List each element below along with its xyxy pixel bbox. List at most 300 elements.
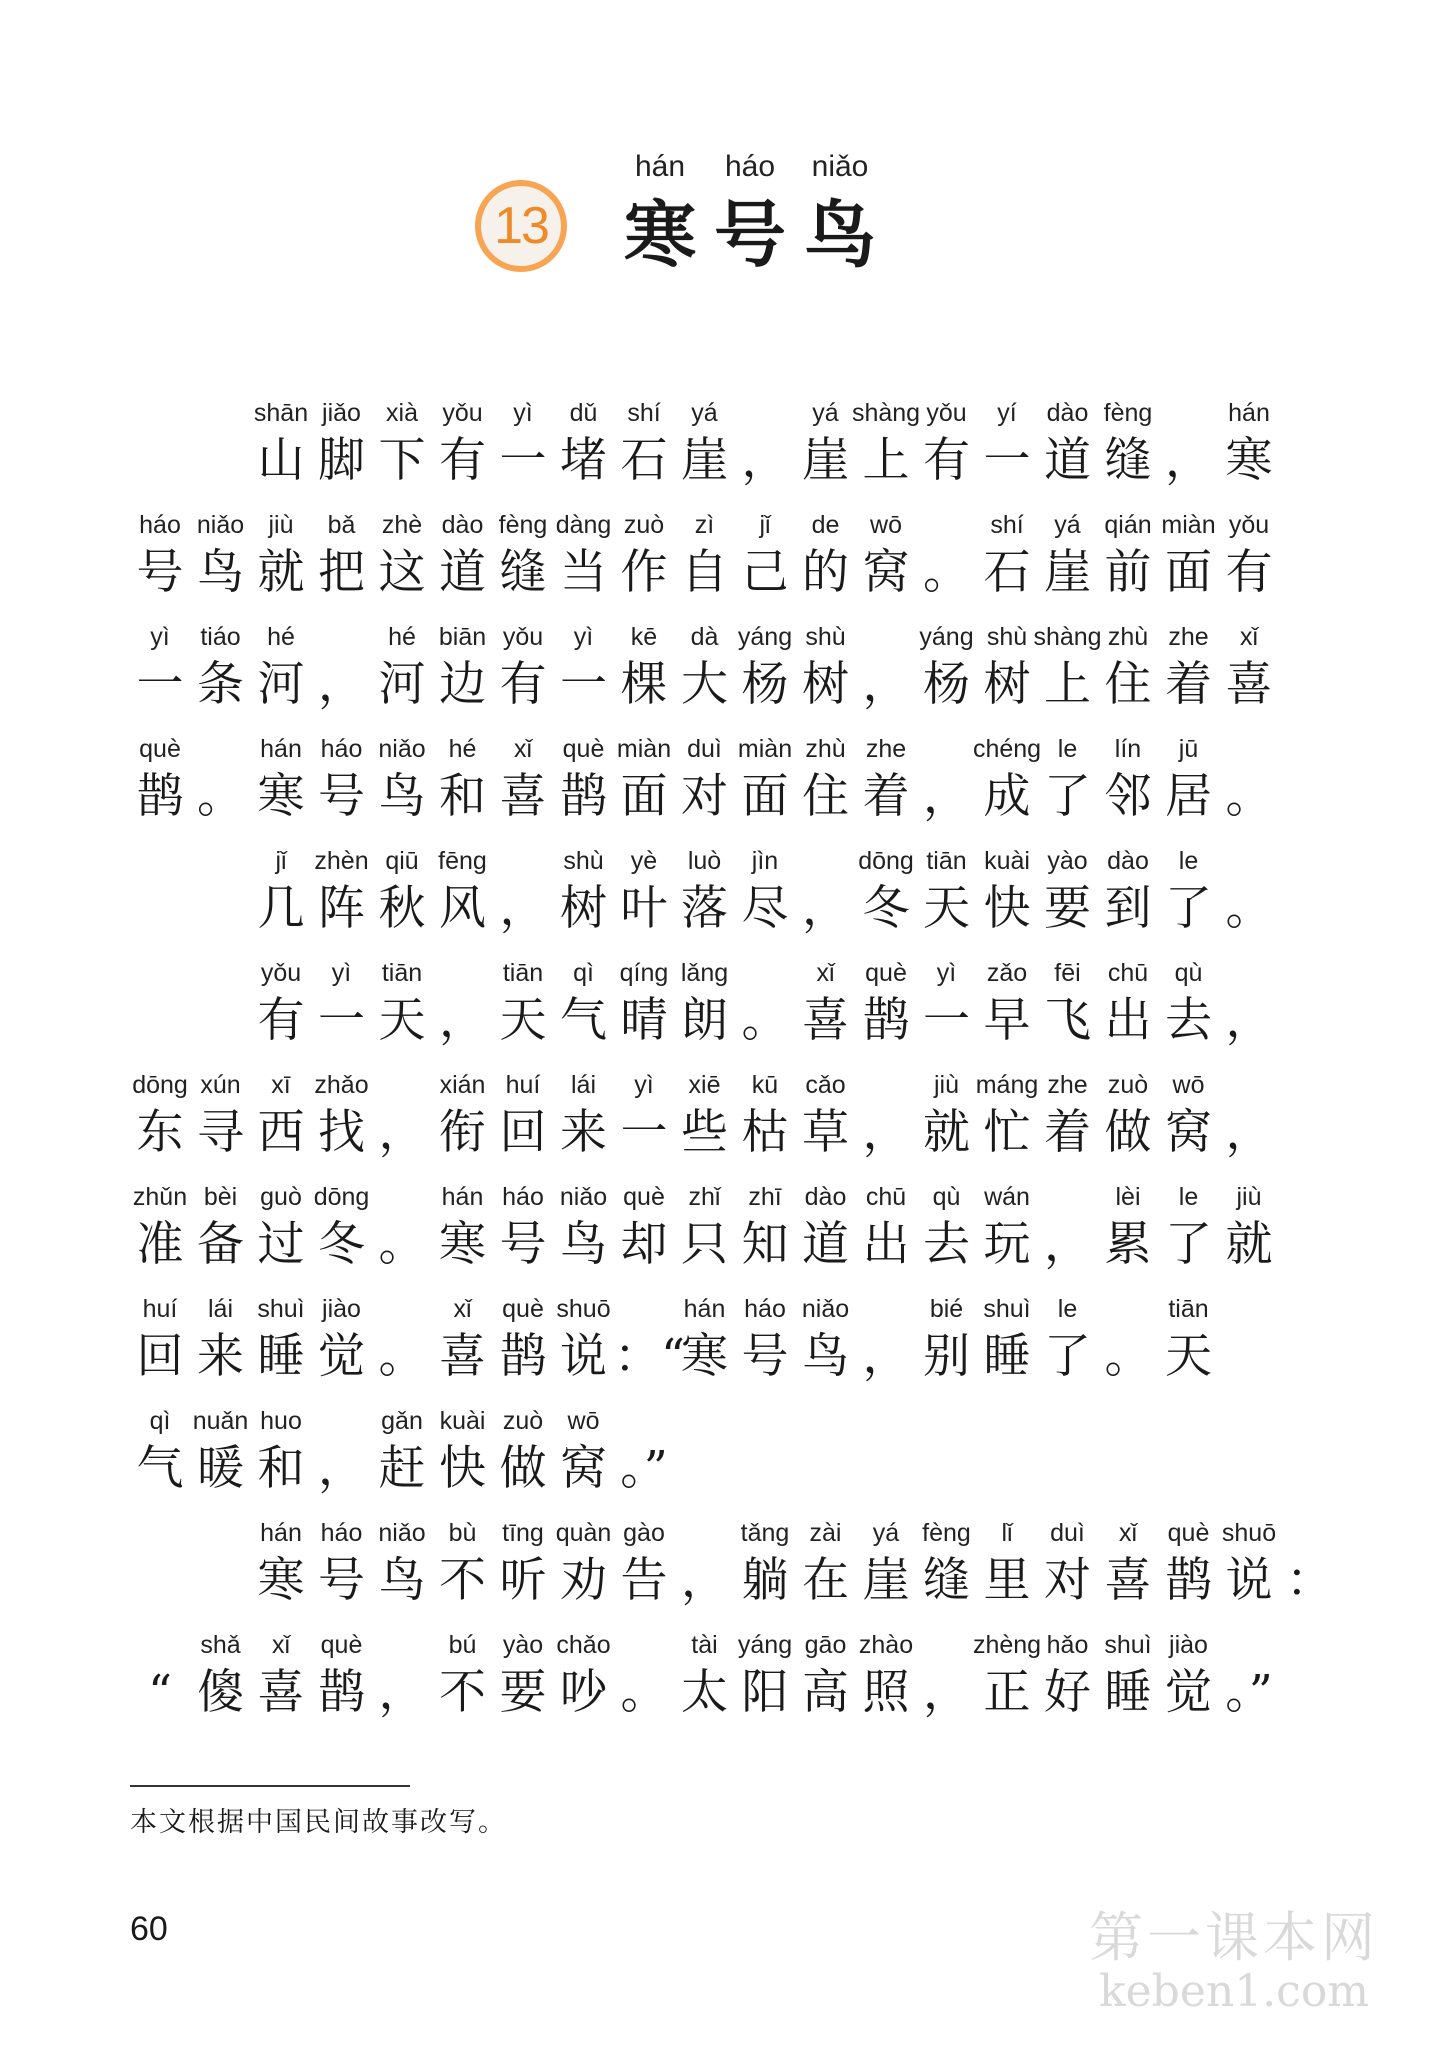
pinyin: háo (320, 1519, 363, 1547)
text-line (130, 507, 1290, 619)
hanzi: 睡 (1104, 1665, 1152, 1720)
pinyin: kē (630, 623, 658, 651)
hanzi: 躺 (741, 1553, 789, 1608)
hanzi: 有 (923, 433, 970, 488)
hanzi: 风 (439, 881, 486, 936)
pinyin: qù (932, 1183, 961, 1211)
ruby-char (614, 1403, 674, 1499)
pinyin: dào (1107, 847, 1149, 875)
pinyin: xián (439, 1071, 486, 1099)
title-hanzi: 寒 (623, 192, 696, 277)
hanzi: 阳 (741, 1665, 789, 1720)
hanzi: 吵 (560, 1665, 607, 1720)
hanzi: 上 (1044, 657, 1091, 712)
hanzi: ， (862, 657, 910, 712)
page-number: 60 (130, 1910, 168, 1948)
pinyin: xǐ (1118, 1519, 1138, 1547)
text-line (130, 1627, 1290, 1739)
pinyin: yì (573, 623, 594, 651)
hanzi: 觉 (318, 1329, 365, 1384)
watermark (1089, 1895, 1379, 2017)
hanzi: 天 (1165, 1329, 1212, 1384)
pinyin: zuò (502, 1407, 544, 1435)
pinyin: hán (441, 1183, 484, 1211)
hanzi: 和 (439, 769, 486, 824)
pinyin: cǎo (805, 1071, 846, 1099)
hanzi: ， (378, 1665, 426, 1720)
pinyin (1199, 1067, 1299, 1103)
text-line (130, 1291, 1290, 1403)
hanzi: 累 (1104, 1217, 1152, 1272)
hanzi: 山 (257, 433, 305, 488)
ruby-char (1219, 507, 1279, 603)
hanzi: ， (681, 1553, 728, 1608)
hanzi: 棵 (620, 657, 668, 712)
pinyin: huí (505, 1071, 541, 1099)
hanzi: 在 (802, 1553, 849, 1608)
title-hanzi: 鸟 (803, 192, 876, 277)
pinyin: xún (200, 1071, 241, 1099)
hanzi: 鹊 (318, 1665, 365, 1720)
pinyin: miàn (616, 735, 672, 763)
hanzi: 睡 (983, 1329, 1031, 1384)
pinyin: què (562, 735, 605, 763)
pinyin: qíng (619, 959, 669, 987)
pinyin: jǐ (275, 847, 287, 875)
pinyin: yǒu (502, 623, 544, 651)
hanzi: 着 (862, 769, 910, 824)
pinyin: zhī (748, 1183, 782, 1211)
hanzi: 落 (681, 881, 728, 936)
pinyin: xī (271, 1071, 291, 1099)
pinyin: dà (690, 623, 719, 651)
pinyin: háo (139, 511, 181, 539)
hanzi: 出 (1104, 993, 1152, 1048)
pinyin: lèi (1115, 1183, 1141, 1211)
pinyin: zhèn (314, 847, 369, 875)
pinyin: wán (984, 1183, 1030, 1211)
hanzi: 有 (499, 657, 547, 712)
hanzi: 暖 (197, 1441, 244, 1496)
hanzi: 喜 (802, 993, 849, 1048)
hanzi: 尽 (741, 881, 789, 936)
pinyin: yáng (737, 623, 793, 651)
hanzi: 睡 (257, 1329, 305, 1384)
hanzi: 快 (983, 881, 1031, 936)
title-char (615, 150, 705, 280)
pinyin: yào (502, 1631, 544, 1659)
pinyin: shàng (1033, 623, 1102, 651)
hanzi: 鹊 (136, 769, 184, 824)
hanzi: 去 (1165, 993, 1212, 1048)
hanzi: 大 (681, 657, 728, 712)
hanzi: 树 (983, 657, 1031, 712)
pinyin: xiē (688, 1071, 721, 1099)
pinyin: shuì (983, 1295, 1031, 1323)
hanzi: ， (318, 1441, 365, 1496)
hanzi: 边 (439, 657, 486, 712)
pinyin: què (1167, 1519, 1210, 1547)
hanzi: 杨 (741, 657, 789, 712)
pinyin: yǒu (260, 959, 302, 987)
hanzi: 喜 (499, 769, 547, 824)
hanzi: 了 (1165, 881, 1212, 936)
pinyin: xǐ (816, 959, 835, 987)
hanzi: 堵 (560, 433, 607, 488)
hanzi: 了 (1044, 769, 1091, 824)
pinyin: zhù (805, 735, 846, 763)
pinyin: zhè (381, 511, 423, 539)
pinyin: tiáo (200, 623, 241, 651)
pinyin: tīng (502, 1519, 544, 1547)
pinyin: tiān (381, 959, 423, 987)
pinyin: lín (1114, 735, 1142, 763)
pinyin: wō (567, 1407, 600, 1435)
pinyin: lǎng (680, 959, 729, 987)
pinyin: háo (320, 735, 363, 763)
pinyin: jiù (268, 511, 294, 539)
hanzi: 些 (681, 1105, 728, 1160)
pinyin: dàng (555, 511, 612, 539)
hanzi: 里 (983, 1553, 1031, 1608)
hanzi: 号 (318, 1553, 365, 1608)
hanzi: 太 (681, 1665, 728, 1720)
pinyin: bié (929, 1295, 964, 1323)
hanzi: 朗 (681, 993, 728, 1048)
pinyin: fèng (1103, 399, 1153, 427)
lesson-number-badge (475, 180, 567, 272)
hanzi: 寒 (257, 1553, 305, 1608)
ruby-char (1159, 1291, 1219, 1387)
pinyin: xǐ (271, 1631, 291, 1659)
pinyin: yá (812, 399, 839, 427)
pinyin: dǔ (569, 399, 598, 427)
pinyin: tài (691, 1631, 718, 1659)
pinyin: zǎo (986, 959, 1028, 987)
pinyin: zhe (865, 735, 907, 763)
pinyin: háo (502, 1183, 544, 1211)
pinyin: què (139, 735, 181, 763)
pinyin: xǐ (453, 1295, 472, 1323)
hanzi: 冬 (318, 1217, 365, 1272)
hanzi: 就 (1225, 1217, 1273, 1272)
pinyin: gào (623, 1519, 665, 1547)
hanzi: 一 (499, 433, 547, 488)
pinyin: yǒu (442, 399, 483, 427)
hanzi: 玩 (983, 1217, 1031, 1272)
hanzi: 有 (257, 993, 305, 1048)
hanzi: 傻 (197, 1665, 244, 1720)
hanzi: 枯 (741, 1105, 789, 1160)
hanzi: 邻 (1104, 769, 1152, 824)
hanzi: 一 (318, 993, 365, 1048)
hanzi: 把 (318, 545, 365, 600)
hanzi: 喜 (1104, 1553, 1152, 1608)
pinyin: yá (1054, 511, 1081, 539)
title-pinyin: niǎo (811, 150, 869, 183)
hanzi: 去 (923, 1217, 970, 1272)
pinyin: jiù (933, 1071, 959, 1099)
pinyin: qiū (385, 847, 419, 875)
hanzi: 崖 (862, 1553, 910, 1608)
hanzi: ， (1225, 1105, 1273, 1160)
hanzi: 只 (681, 1217, 728, 1272)
pinyin: niǎo (196, 511, 245, 539)
watermark-line2: keben1.com (1098, 1966, 1370, 2017)
hanzi: 喜 (257, 1665, 305, 1720)
pinyin: yǒu (1228, 511, 1270, 539)
hanzi: 有 (1225, 545, 1273, 600)
pinyin: yì (331, 959, 352, 987)
pinyin: huo (260, 1407, 302, 1435)
hanzi: 别 (923, 1329, 970, 1384)
hanzi: 鸟 (378, 1553, 426, 1608)
pinyin: le (1057, 735, 1078, 763)
pinyin: niǎo (801, 1295, 850, 1323)
hanzi: “ (147, 1665, 173, 1720)
hanzi: 鹊 (499, 1329, 547, 1384)
pinyin: yǒu (926, 399, 967, 427)
hanzi: ： (1286, 1553, 1333, 1608)
hanzi: 冬 (862, 881, 910, 936)
pinyin: shuì (1104, 1631, 1152, 1659)
hanzi: 要 (499, 1665, 547, 1720)
hanzi: 窝 (1165, 1105, 1212, 1160)
hanzi: 脚 (318, 433, 365, 488)
footnote: 本文根据中国民间故事改写。 (130, 1807, 507, 1838)
pinyin: chū (865, 1183, 907, 1211)
pinyin: tiān (1168, 1295, 1209, 1323)
ruby-char (1219, 1067, 1279, 1163)
text-line (130, 395, 1290, 507)
pinyin: hán (260, 735, 302, 763)
pinyin: quàn (555, 1519, 612, 1547)
pinyin: de (811, 511, 840, 539)
hanzi: 下 (378, 433, 426, 488)
pinyin: yá (691, 399, 718, 427)
ruby-char (1280, 1515, 1340, 1611)
pinyin: kuài (439, 1407, 486, 1435)
ruby-char (1219, 1179, 1279, 1275)
pinyin: zuò (623, 511, 665, 539)
pinyin: yì (513, 399, 533, 427)
pinyin: hán (1228, 399, 1270, 427)
title-char (795, 150, 885, 280)
hanzi: 上 (862, 433, 910, 488)
pinyin: yì (936, 959, 957, 987)
pinyin: hǎo (1046, 1631, 1089, 1659)
hanzi: 。 (197, 769, 244, 824)
hanzi: 石 (983, 545, 1031, 600)
hanzi: 成 (983, 769, 1031, 824)
pinyin: shuō (556, 1295, 611, 1323)
hanzi: 着 (1044, 1105, 1091, 1160)
hanzi: 寻 (197, 1105, 244, 1160)
hanzi: 寒 (257, 769, 305, 824)
pinyin: jū (1178, 735, 1199, 763)
hanzi: 住 (1104, 657, 1152, 712)
story-text (130, 395, 1333, 1739)
pinyin (1199, 731, 1299, 767)
pinyin: jìn (751, 847, 779, 875)
pinyin: shù (986, 623, 1028, 651)
pinyin: bù (448, 1519, 477, 1547)
hanzi: 寒 (1225, 433, 1273, 488)
hanzi: 西 (257, 1105, 305, 1160)
pinyin: hé (448, 735, 477, 763)
hanzi: 知 (741, 1217, 789, 1272)
hanzi: 。” (620, 1441, 668, 1496)
hanzi: 树 (802, 657, 849, 712)
pinyin: shù (805, 623, 846, 651)
hanzi: 崖 (681, 433, 728, 488)
pinyin: chū (1107, 959, 1149, 987)
text-line (130, 1179, 1290, 1291)
hanzi: 喜 (439, 1329, 486, 1384)
pinyin: dōng (858, 847, 914, 875)
hanzi: 备 (197, 1217, 244, 1272)
hanzi: ， (862, 1329, 910, 1384)
hanzi: 出 (862, 1217, 910, 1272)
pinyin: lái (207, 1295, 233, 1323)
hanzi: 自 (681, 545, 728, 600)
ruby-char (1219, 843, 1279, 939)
hanzi: 说 (560, 1329, 607, 1384)
hanzi: 衔 (439, 1105, 486, 1160)
pinyin: zhǐ (688, 1183, 721, 1211)
hanzi: 了 (1044, 1329, 1091, 1384)
hanzi: 号 (136, 545, 184, 600)
pinyin: lái (570, 1071, 596, 1099)
pinyin: duì (687, 735, 722, 763)
pinyin: jiào (1169, 1631, 1208, 1659)
title-hanzi: 号 (713, 192, 786, 277)
pinyin: tǎng (740, 1519, 790, 1547)
pinyin: zhǔn (132, 1183, 188, 1211)
pinyin: háo (744, 1295, 786, 1323)
pinyin: luò (687, 847, 722, 875)
text-line (130, 955, 1290, 1067)
pinyin (594, 1403, 694, 1439)
text-line (130, 731, 1290, 843)
hanzi: 草 (802, 1105, 849, 1160)
pinyin (1199, 1627, 1299, 1663)
hanzi: 飞 (1044, 993, 1091, 1048)
hanzi: 好 (1044, 1665, 1091, 1720)
pinyin: zhù (1107, 623, 1149, 651)
pinyin: yì (150, 623, 170, 651)
pinyin: fèng (922, 1519, 971, 1547)
hanzi: 石 (620, 433, 668, 488)
hanzi: 气 (136, 1441, 184, 1496)
pinyin: niǎo (378, 735, 426, 763)
pinyin: tiān (502, 959, 544, 987)
hanzi: 觉 (1165, 1665, 1212, 1720)
hanzi: 窝 (862, 545, 910, 600)
pinyin: zhe (1047, 1071, 1088, 1099)
pinyin: hé (388, 623, 416, 651)
pinyin: shǎ (200, 1631, 241, 1659)
hanzi: 。 (378, 1217, 426, 1272)
hanzi: ， (923, 1665, 970, 1720)
pinyin: xǐ (513, 735, 533, 763)
pinyin: yè (630, 847, 658, 875)
pinyin: xǐ (1239, 623, 1259, 651)
hanzi: 。 (1225, 881, 1273, 936)
lesson-number: 13 (481, 186, 561, 266)
pinyin: shí (990, 511, 1024, 539)
hanzi: 鸟 (560, 1217, 607, 1272)
text-line (130, 1515, 1333, 1627)
pinyin: qì (573, 959, 594, 987)
pinyin (1260, 1515, 1360, 1551)
pinyin: wō (870, 511, 902, 539)
hanzi: 面 (741, 769, 789, 824)
pinyin: dōng (132, 1071, 188, 1099)
hanzi: 条 (197, 657, 244, 712)
hanzi: 缝 (499, 545, 547, 600)
hanzi: 几 (257, 881, 305, 936)
hanzi: 住 (802, 769, 849, 824)
pinyin: zhèng (972, 1631, 1042, 1659)
pinyin: le (1057, 1295, 1078, 1323)
pinyin: jǐ (759, 511, 771, 539)
hanzi: 寒 (681, 1329, 728, 1384)
pinyin: kuài (984, 847, 1030, 875)
pinyin: lǐ (1001, 1519, 1013, 1547)
pinyin: zhe (1168, 623, 1209, 651)
hanzi: 树 (560, 881, 607, 936)
hanzi: ：“ (614, 1329, 686, 1384)
pinyin: yá (872, 1519, 900, 1547)
hanzi: 道 (439, 545, 486, 600)
pinyin: máng (975, 1071, 1039, 1099)
pinyin: kū (751, 1071, 779, 1099)
pinyin: shān (253, 399, 309, 427)
hanzi: 窝 (560, 1441, 607, 1496)
pinyin: le (1178, 1183, 1199, 1211)
pinyin: dào (1046, 399, 1089, 427)
hanzi: 找 (318, 1105, 365, 1160)
pinyin: què (320, 1631, 363, 1659)
hanzi: 劝 (560, 1553, 607, 1608)
pinyin: zhǎo (314, 1071, 369, 1099)
watermark-line1: 第一课本网 (1089, 1906, 1379, 1969)
hanzi: 却 (620, 1217, 668, 1272)
pinyin: què (502, 1295, 544, 1323)
hanzi: 鹊 (1165, 1553, 1212, 1608)
hanzi: 。 (620, 1665, 668, 1720)
hanzi: 东 (136, 1105, 184, 1160)
hanzi: 一 (136, 657, 184, 712)
hanzi: 这 (378, 545, 426, 600)
hanzi: 回 (136, 1329, 184, 1384)
hanzi: 杨 (923, 657, 970, 712)
hanzi: 鹊 (862, 993, 910, 1048)
pinyin: yáng (737, 1631, 793, 1659)
pinyin: hán (260, 1519, 302, 1547)
hanzi: 。 (923, 545, 970, 600)
hanzi: 对 (681, 769, 728, 824)
hanzi: 居 (1165, 769, 1212, 824)
pinyin: shuō (1221, 1519, 1277, 1547)
pinyin: jiù (1236, 1183, 1262, 1211)
hanzi: 说 (1225, 1553, 1273, 1608)
text-line (130, 619, 1290, 731)
hanzi: ， (1044, 1217, 1091, 1272)
hanzi: 喜 (1225, 657, 1273, 712)
hanzi: 鸟 (197, 545, 244, 600)
